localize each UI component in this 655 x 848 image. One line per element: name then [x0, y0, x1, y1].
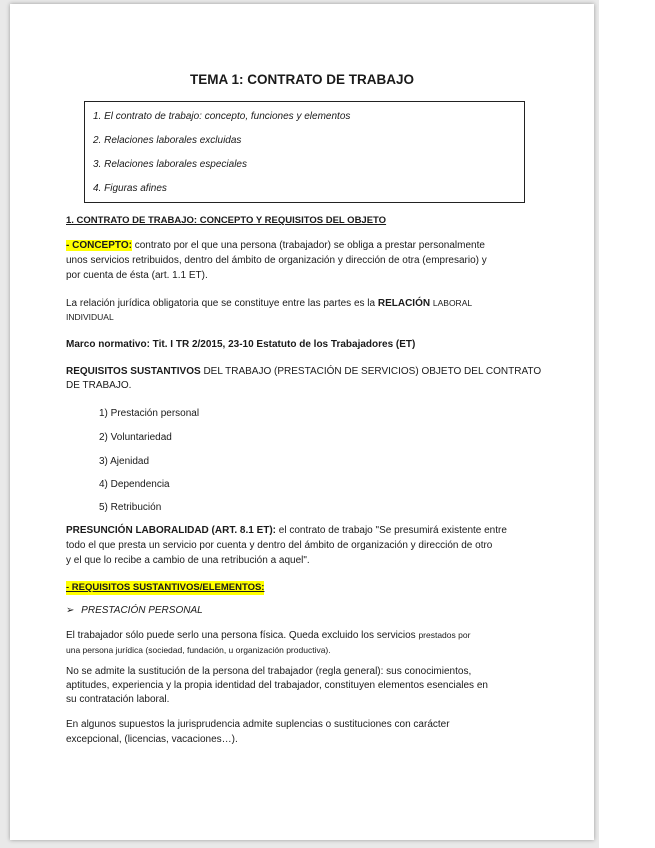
- relacion-bold: RELACIÓN: [377, 298, 431, 309]
- para1-line-2: una persona jurídica (sociedad, fundación, u organización productiva).: [66, 645, 331, 655]
- requisitos-line-1: [66, 365, 554, 379]
- relacion-line-2: INDIVIDUAL: [66, 312, 114, 322]
- relacion-line-1: [66, 296, 554, 311]
- para3-line-2: excepcional, (licencias, vacaciones…).: [66, 734, 238, 745]
- para2-line-2: aptitudes, experiencia y la propia identidad del trabajador, constituyen elementos esenciales en: [66, 680, 488, 691]
- list-item: 2) Voluntariedad: [99, 432, 172, 443]
- toc-item-3: 3. Relaciones laborales especiales: [93, 159, 247, 170]
- presuncion-line-1: [66, 524, 554, 538]
- list-item: 1) Prestación personal: [99, 408, 200, 419]
- toc-item-2: 2. Relaciones laborales excluidas: [93, 135, 242, 146]
- para1-line-1: [66, 628, 554, 643]
- list-item: 5) Retribución: [99, 502, 162, 513]
- toc-item-1: 1. El contrato de trabajo: concepto, funciones y elementos: [93, 111, 351, 122]
- relacion-text: La relación jurídica obligatoria que se constituye entre las partes es la: [66, 298, 376, 309]
- prestacion-heading-line: [66, 604, 203, 618]
- list-item: 3) Ajenidad: [99, 456, 150, 467]
- requisitos-rest: DEL TRABAJO (PRESTACIÓN DE SERVICIOS) OBJETO DEL CONTRATO: [203, 366, 542, 377]
- presuncion-line-3: y el que lo recibe a cambio de una retribución a aquel".: [66, 555, 310, 566]
- presuncion-line-2: todo el que presta un servicio por cuenta y dentro del ámbito de organización y dirección de otro: [66, 540, 493, 551]
- concepto-text-1: contrato por el que una persona (trabajador) se obliga a prestar personalmente: [134, 240, 485, 251]
- para3-line-1: En algunos supuestos la jurisprudencia admite suplencias o sustituciones con carácter: [66, 719, 450, 730]
- arrow-bullet-icon: ➢: [66, 605, 75, 616]
- concepto-line-2: unos servicios retribuidos, dentro del ámbito de organización y dirección de otra (empresario) y: [66, 255, 487, 266]
- para1-text-a: El trabajador sólo puede serlo una persona física. Queda excluido los servicios: [66, 630, 416, 641]
- requisitos-elementos-heading: - REQUISITOS SUSTANTIVOS/ELEMENTOS:: [66, 582, 265, 593]
- viewer-side-panel: [599, 0, 655, 848]
- table-of-contents: [84, 101, 525, 203]
- presuncion-bold: PRESUNCIÓN LABORALIDAD (ART. 8.1 ET):: [66, 525, 277, 536]
- marco-normativo: Marco normativo: Tit. I TR 2/2015, 23-10 Estatuto de los Trabajadores (ET): [66, 339, 416, 350]
- prestacion-heading: PRESTACIÓN PERSONAL: [81, 605, 203, 616]
- list-item: 4) Dependencia: [99, 479, 170, 490]
- concepto-line-1: [66, 239, 554, 253]
- requisitos-bold: REQUISITOS SUSTANTIVOS: [66, 366, 201, 377]
- relacion-end: LABORAL: [432, 298, 473, 308]
- para1-text-b: prestados por: [418, 630, 471, 640]
- document-page: [10, 4, 594, 840]
- para2-line-1: No se admite la sustitución de la persona del trabajador (regla general): sus conocimientos,: [66, 666, 472, 677]
- concepto-label: - CONCEPTO:: [66, 240, 132, 251]
- presuncion-rest: el contrato de trabajo "Se presumirá existente entre: [278, 525, 507, 536]
- para2-line-3: su contratación laboral.: [66, 694, 170, 705]
- concepto-line-3: por cuenta de ésta (art. 1.1 ET).: [66, 270, 208, 281]
- requisitos-line-2: DE TRABAJO.: [66, 380, 132, 391]
- document-title: TEMA 1: CONTRATO DE TRABAJO: [189, 72, 414, 87]
- section1-heading: 1. CONTRATO DE TRABAJO: CONCEPTO Y REQUISITOS DEL OBJETO: [66, 215, 387, 226]
- toc-item-4: 4. Figuras afines: [93, 183, 167, 194]
